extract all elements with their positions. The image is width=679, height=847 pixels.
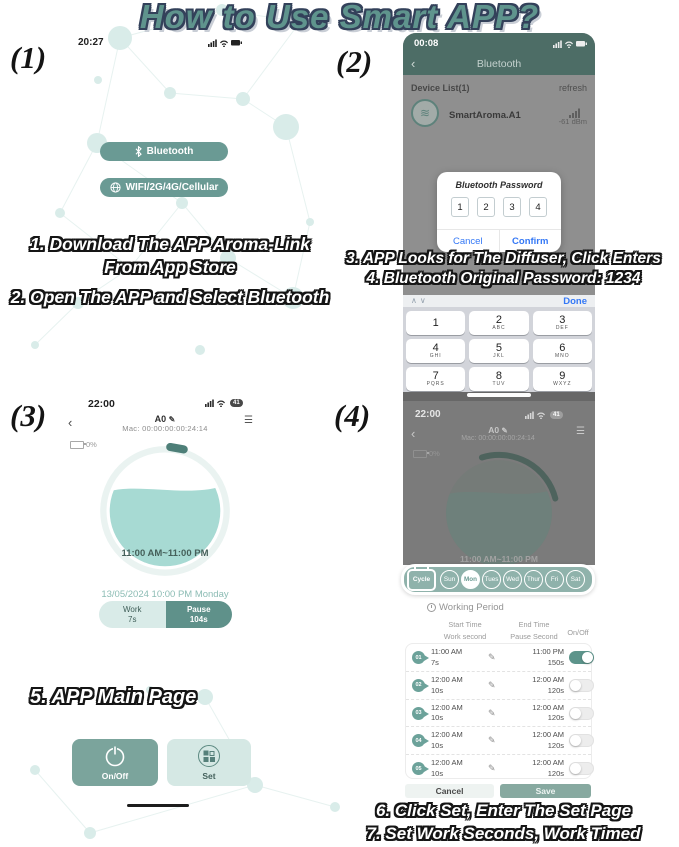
key-2[interactable]: 2 ABC	[469, 311, 528, 335]
day-sat[interactable]: Sat	[566, 570, 585, 589]
status-time: 00:08	[414, 38, 439, 49]
panel-3-label: (3)	[10, 398, 47, 433]
device-nav-title	[433, 425, 563, 442]
status-time: 22:00	[88, 398, 115, 410]
key-9[interactable]: 9 WXYZ	[533, 367, 592, 391]
caption-step-3: 3. APP Looks for The Diffuser, Click Enters	[346, 250, 661, 267]
edit-icon[interactable]: ✎	[488, 707, 496, 718]
power-icon	[103, 744, 127, 768]
work-time-range: 11:00 AM~11:00 PM	[121, 548, 209, 559]
status-icons	[553, 39, 587, 48]
edit-icon[interactable]: ✎	[488, 735, 496, 746]
device-list-title: Device List(1)	[411, 83, 470, 93]
panel-4-label: (4)	[334, 398, 371, 433]
signal-dbm-value: -61 dBm	[558, 117, 587, 126]
caption-steps-3-4	[328, 249, 679, 289]
work-pause-indicator	[99, 601, 232, 628]
done-button[interactable]: Done	[563, 296, 587, 307]
back-icon[interactable]: ‹	[411, 56, 416, 71]
wifi-cellular-button[interactable]	[100, 178, 228, 197]
edit-icon[interactable]: ✎	[488, 679, 496, 690]
clock-icon	[427, 603, 436, 612]
status-icons	[208, 38, 242, 47]
cancel-button[interactable]: Cancel	[452, 236, 483, 247]
password-digit-boxes	[437, 197, 561, 217]
period-row-5: 05 12:00 AM 10s ✎ 12:00 AM 120s	[406, 754, 591, 782]
digit-box[interactable]: 4	[529, 197, 547, 217]
row-number-badge: 02	[412, 679, 425, 692]
caption-step-6: 6. Click Set, Enter The Set Page	[375, 801, 632, 820]
period-row-1: 01 11:00 AM 7s ✎ 11:00 PM 150s	[406, 644, 591, 671]
row-toggle[interactable]	[569, 762, 594, 775]
numeric-keypad	[403, 307, 595, 392]
battery-icon	[413, 450, 427, 458]
work-segment	[99, 601, 166, 628]
confirm-button[interactable]: Confirm	[499, 230, 562, 253]
caption-step-7: 7. Set Work Seconds, Work Timed	[366, 824, 641, 844]
drag-handle[interactable]	[467, 393, 531, 397]
caption-steps-6-7	[328, 799, 679, 846]
working-period-title: Working Period	[439, 602, 504, 613]
cancel-button[interactable]: Cancel	[405, 784, 494, 798]
pause-label: Pause	[186, 604, 211, 614]
battery-percent-icon: 41	[550, 411, 563, 419]
signal-wifi-icon	[525, 410, 547, 419]
digit-box[interactable]: 1	[451, 197, 469, 217]
device-datetime: 13/05/2024 10:00 PM Monday	[101, 589, 229, 600]
device-mac: Mac: 00:00:00:00:24:14	[461, 435, 535, 442]
row-toggle[interactable]	[569, 734, 594, 747]
day-thur[interactable]: Thur	[524, 570, 543, 589]
device-nav-title	[85, 414, 245, 433]
row-number-badge: 04	[412, 734, 425, 747]
screenshot-app-main-page	[0, 385, 335, 847]
key-4[interactable]: 4 GHI	[406, 339, 465, 363]
bluetooth-button[interactable]	[100, 142, 228, 161]
edit-icon[interactable]: ✎	[488, 652, 496, 662]
bluetooth-header	[403, 33, 595, 75]
key-1[interactable]: 1	[406, 311, 465, 335]
screenshot-bluetooth-pairing	[403, 33, 595, 392]
set-card-button[interactable]	[167, 739, 251, 786]
caption-steps-1-2	[0, 233, 340, 308]
day-sun[interactable]: Sun	[440, 570, 459, 589]
battery-icon	[70, 441, 84, 449]
onoff-card-button[interactable]	[72, 739, 158, 786]
column-header-start: Start Time Work second	[443, 620, 487, 641]
refresh-link[interactable]: refresh	[558, 83, 587, 93]
diffuser-device-icon	[411, 99, 439, 127]
status-icons	[205, 398, 243, 407]
device-battery-indicator	[70, 440, 97, 449]
column-header-onoff: On/Off	[567, 628, 589, 637]
back-icon[interactable]: ‹	[411, 426, 416, 441]
menu-icon[interactable]: ☰	[576, 426, 585, 437]
field-prev-next-icons[interactable]: ∧∨	[411, 296, 429, 305]
key-8[interactable]: 8 TUV	[469, 367, 528, 391]
bluetooth-icon	[135, 146, 142, 157]
digit-box[interactable]: 3	[503, 197, 521, 217]
row-number-badge: 03	[412, 707, 425, 720]
digit-box[interactable]: 2	[477, 197, 495, 217]
caption-step-1-line-2: From App Store	[104, 256, 236, 277]
work-value: 7s	[128, 614, 137, 624]
battery-percent: 0%	[86, 440, 97, 449]
steam-icon: ≋	[419, 106, 431, 120]
key-5[interactable]: 5 JKL	[469, 339, 528, 363]
status-time: 20:27	[78, 37, 104, 48]
cycle-days-bar	[401, 564, 595, 595]
row-toggle[interactable]	[569, 679, 594, 692]
device-title: A0	[488, 425, 500, 435]
working-period-sheet	[403, 595, 595, 795]
day-tues[interactable]: Tues	[482, 570, 501, 589]
edit-icon[interactable]: ✎	[168, 415, 176, 424]
panel-1-label: (1)	[10, 40, 47, 75]
caption-step-2: 2. Open The APP and Select Bluetooth	[10, 286, 330, 307]
row-toggle[interactable]	[569, 651, 594, 664]
day-wed[interactable]: Wed	[503, 570, 522, 589]
key-6[interactable]: 6 MNO	[533, 339, 592, 363]
caption-step-5: 5. APP Main Page	[30, 686, 197, 708]
panel-2-label: (2)	[336, 44, 373, 79]
caption-step-1-line-1: 1. Download The APP Aroma-Link	[29, 234, 311, 254]
set-card-label: Set	[202, 771, 216, 781]
back-icon[interactable]: ‹	[68, 415, 73, 430]
edit-icon[interactable]: ✎	[488, 763, 496, 774]
wifi-cellular-button-label: WIFI/2G/4G/Cellular	[125, 182, 219, 193]
keyboard-accessory-bar	[403, 295, 595, 307]
status-time: 22:00	[415, 409, 441, 420]
row-number-badge: 01	[412, 651, 425, 664]
dimmed-main-page	[403, 401, 595, 565]
period-row-3: 03 12:00 AM 10s ✎ 12:00 AM 120s	[406, 699, 591, 727]
bluetooth-button-label: Bluetooth	[146, 146, 194, 157]
status-icons	[525, 410, 563, 419]
caption-step-4: 4. Bluetooth Original Password: 1234	[366, 269, 641, 287]
key-3[interactable]: 3 DEF	[533, 311, 592, 335]
day-mon[interactable]: Mon	[461, 570, 480, 589]
home-indicator	[127, 804, 189, 807]
device-name[interactable]: SmartAroma.A1	[449, 110, 521, 121]
row-number-badge: 05	[412, 762, 425, 775]
globe-icon	[110, 182, 121, 193]
dialog-title: Bluetooth Password	[455, 180, 543, 190]
day-fri[interactable]: Fri	[545, 570, 564, 589]
signal-wifi-icon	[205, 398, 227, 407]
period-row-4: 04 12:00 AM 10s ✎ 12:00 AM 120s	[406, 726, 591, 754]
header-title: Bluetooth	[476, 58, 522, 70]
key-7[interactable]: 7 PQRS	[406, 367, 465, 391]
battery-percent: 0%	[429, 449, 440, 458]
menu-icon[interactable]: ☰	[244, 415, 253, 426]
work-time-range: 11:00 AM~11:00 PM	[460, 554, 538, 564]
row-toggle[interactable]	[569, 707, 594, 720]
page-title: How to Use Smart APP?	[139, 0, 540, 35]
edit-icon: ✎	[501, 426, 508, 435]
onoff-card-label: On/Off	[101, 771, 129, 781]
column-header-end: End Time Pause Second	[510, 620, 558, 641]
screenshot-set-page	[403, 392, 595, 795]
working-period-header	[427, 602, 504, 613]
pause-value: 104s	[189, 614, 208, 624]
period-table	[405, 643, 592, 779]
device-mac: Mac: 00:00:00:00:24:14	[122, 424, 208, 433]
dimmed-water-gauge	[435, 449, 563, 565]
screenshot-connection-select	[0, 30, 335, 230]
save-button[interactable]: Save	[500, 784, 591, 798]
grid-icon	[197, 744, 221, 768]
sheet-top-strip	[403, 392, 595, 401]
device-title: A0	[154, 414, 167, 424]
battery-percent-icon: 41	[230, 399, 243, 407]
period-row-2: 02 12:00 AM 10s ✎ 12:00 AM 120s	[406, 671, 591, 699]
bluetooth-password-dialog	[437, 172, 561, 252]
work-label: Work	[122, 604, 142, 614]
signal-wifi-battery-icon	[553, 39, 587, 48]
pause-segment	[166, 601, 233, 628]
signal-wifi-battery-icon	[208, 38, 242, 47]
cycle-button[interactable]: Cycle	[407, 569, 436, 591]
